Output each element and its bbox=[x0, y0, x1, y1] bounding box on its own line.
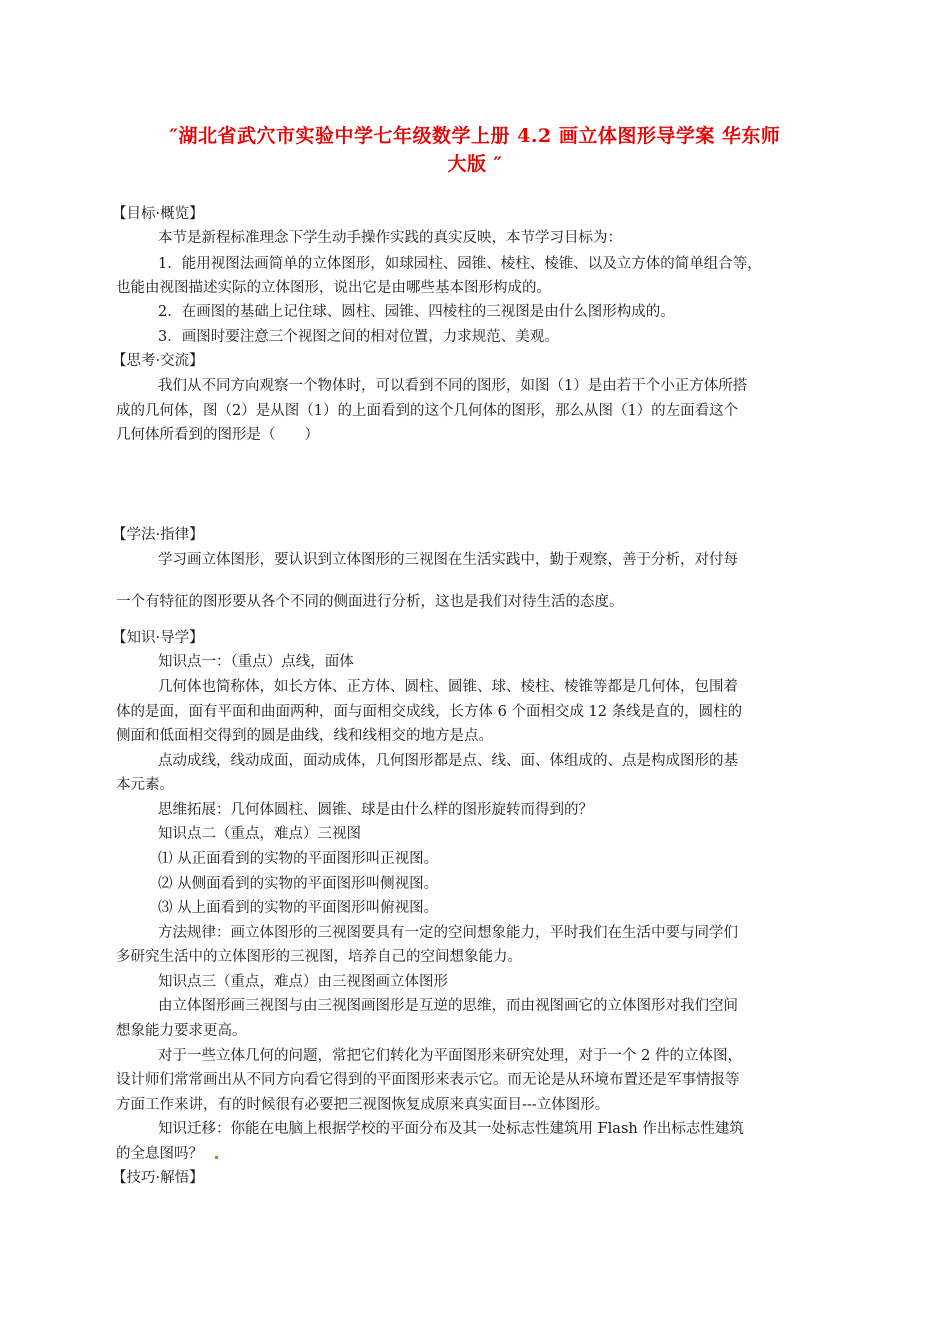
paragraph-k1-1c: 侧面和低面相交得到的圆是曲线，线和线相交的地方是点。 bbox=[116, 728, 493, 744]
section-heading-goal: 【目标·概览】 bbox=[112, 206, 204, 222]
paragraph-k3-2b: 设计师们常常画出从不同方向看它得到的平面图形来表示它。而无论是从环境布置还是军事情报等 bbox=[116, 1072, 740, 1088]
paragraph-think-3: 几何体所看到的图形是（ ） bbox=[116, 427, 319, 443]
section-heading-method: 【学法·指律】 bbox=[112, 527, 204, 543]
paragraph-k3-1b: 想象能力要求更高。 bbox=[116, 1023, 247, 1039]
paragraph-k1-1a: 几何体也简称体，如长方体、正方体、圆柱、圆锥、球、棱柱、棱锥等都是几何体，包围着 bbox=[158, 679, 738, 695]
list-item-k2-1: ⑴ 从正面看到的实物的平面图形叫正视图。 bbox=[158, 851, 439, 867]
paragraph-goal-1a: 1．能用视图法画简单的立体图形，如球园柱、园锥、棱柱、棱锥、以及立方体的简单组合等， bbox=[158, 256, 762, 272]
paragraph-method-1: 学习画立体图形，要认识到立体图形的三视图在生活实践中，勤于观察，善于分析，对付每 bbox=[158, 552, 738, 568]
paragraph-goal-3: 3．画图时要注意三个视图之间的相对位置，力求规范、美观。 bbox=[158, 329, 559, 345]
paragraph-k1-2a: 点动成线，线动成面，面动成体，几何图形都是点、线、面、体组成的、点是构成图形的基 bbox=[158, 753, 738, 769]
list-item-k2-3: ⑶ 从上面看到的实物的平面图形叫俯视图。 bbox=[158, 900, 439, 916]
paragraph-k3-2a: 对于一些立体几何的问题，常把它们转化为平面图形来研究处理，对于一个 2 件的立体图， bbox=[158, 1048, 742, 1064]
paragraph-goal-1b: 也能由视图描述实际的立体图形，说出它是由哪些基本图形构成的。 bbox=[116, 280, 551, 296]
list-item-k2-2: ⑵ 从侧面看到的实物的平面图形叫侧视图。 bbox=[158, 876, 439, 892]
paragraph-goal-2: 2．在画图的基础上记住球、圆柱、园锥、四棱柱的三视图是由什么图形构成的。 bbox=[158, 304, 675, 320]
knowledge-point-3-title: 知识点三（重点，难点）由三视图画立体图形 bbox=[158, 974, 448, 990]
paragraph-k1-3: 思维拓展：几何体圆柱、圆锥、球是由什么样的图形旋转而得到的？ bbox=[158, 802, 593, 818]
paragraph-k1-2b: 本元素。 bbox=[116, 777, 174, 793]
paragraph-k3-1a: 由立体图形画三视图与由三视图画图形是互逆的思维，而由视图画它的立体图形对我们空间 bbox=[158, 998, 738, 1014]
section-heading-knowledge: 【知识·导学】 bbox=[112, 630, 204, 646]
paragraph-k3-3a: 知识迁移：你能在电脑上根据学校的平面分布及其一处标志性建筑用 Flash 作出标志性建筑 bbox=[158, 1121, 744, 1137]
section-heading-skill: 【技巧·解悟】 bbox=[112, 1170, 204, 1186]
paragraph-think-1: 我们从不同方向观察一个物体时，可以看到不同的图形，如图（1）是由若干个小正方体所搭 bbox=[158, 378, 748, 394]
paragraph-think-2: 成的几何体，图（2）是从图（1）的上面看到的这个几何体的图形，那么从图（1）的左面看这个 bbox=[116, 403, 739, 419]
paragraph-k2-rule-b: 多研究生活中的立体图形的三视图，培养自己的空间想象能力。 bbox=[116, 949, 522, 965]
paragraph-k2-rule-a: 方法规律：画立体图形的三视图要具有一定的空间想象能力，平时我们在生活中要与同学们 bbox=[158, 925, 738, 941]
section-heading-think: 【思考·交流】 bbox=[112, 353, 204, 369]
paragraph-goal-intro: 本节是新程标准理念下学生动手操作实践的真实反映，本节学习目标为： bbox=[158, 230, 622, 246]
paragraph-k1-1b: 体的是面，面有平面和曲面两种，面与面相交成线，长方体 6 个面相交成 12 条线是直的，圆柱的 bbox=[116, 704, 743, 720]
knowledge-point-2-title: 知识点二（重点，难点）三视图 bbox=[158, 826, 361, 842]
title-line-2: 大版 ″ bbox=[447, 153, 503, 175]
paragraph-method-2: 一个有特征的图形要从各个不同的侧面进行分析，这也是我们对待生活的态度。 bbox=[116, 594, 624, 610]
knowledge-point-1-title: 知识点一：（重点）点线，面体 bbox=[158, 654, 354, 670]
stray-mark bbox=[215, 1156, 218, 1159]
title-line-1: ″湖北省武穴市实验中学七年级数学上册 4.2 画立体图形导学案 华东师 bbox=[169, 125, 781, 147]
page-title bbox=[110, 122, 840, 178]
paragraph-k3-2c: 方面工作来讲，有的时候很有必要把三视图恢复成原来真实面目---立体图形。 bbox=[116, 1097, 610, 1113]
paragraph-k3-3b: 的全息图吗？ bbox=[116, 1146, 203, 1162]
